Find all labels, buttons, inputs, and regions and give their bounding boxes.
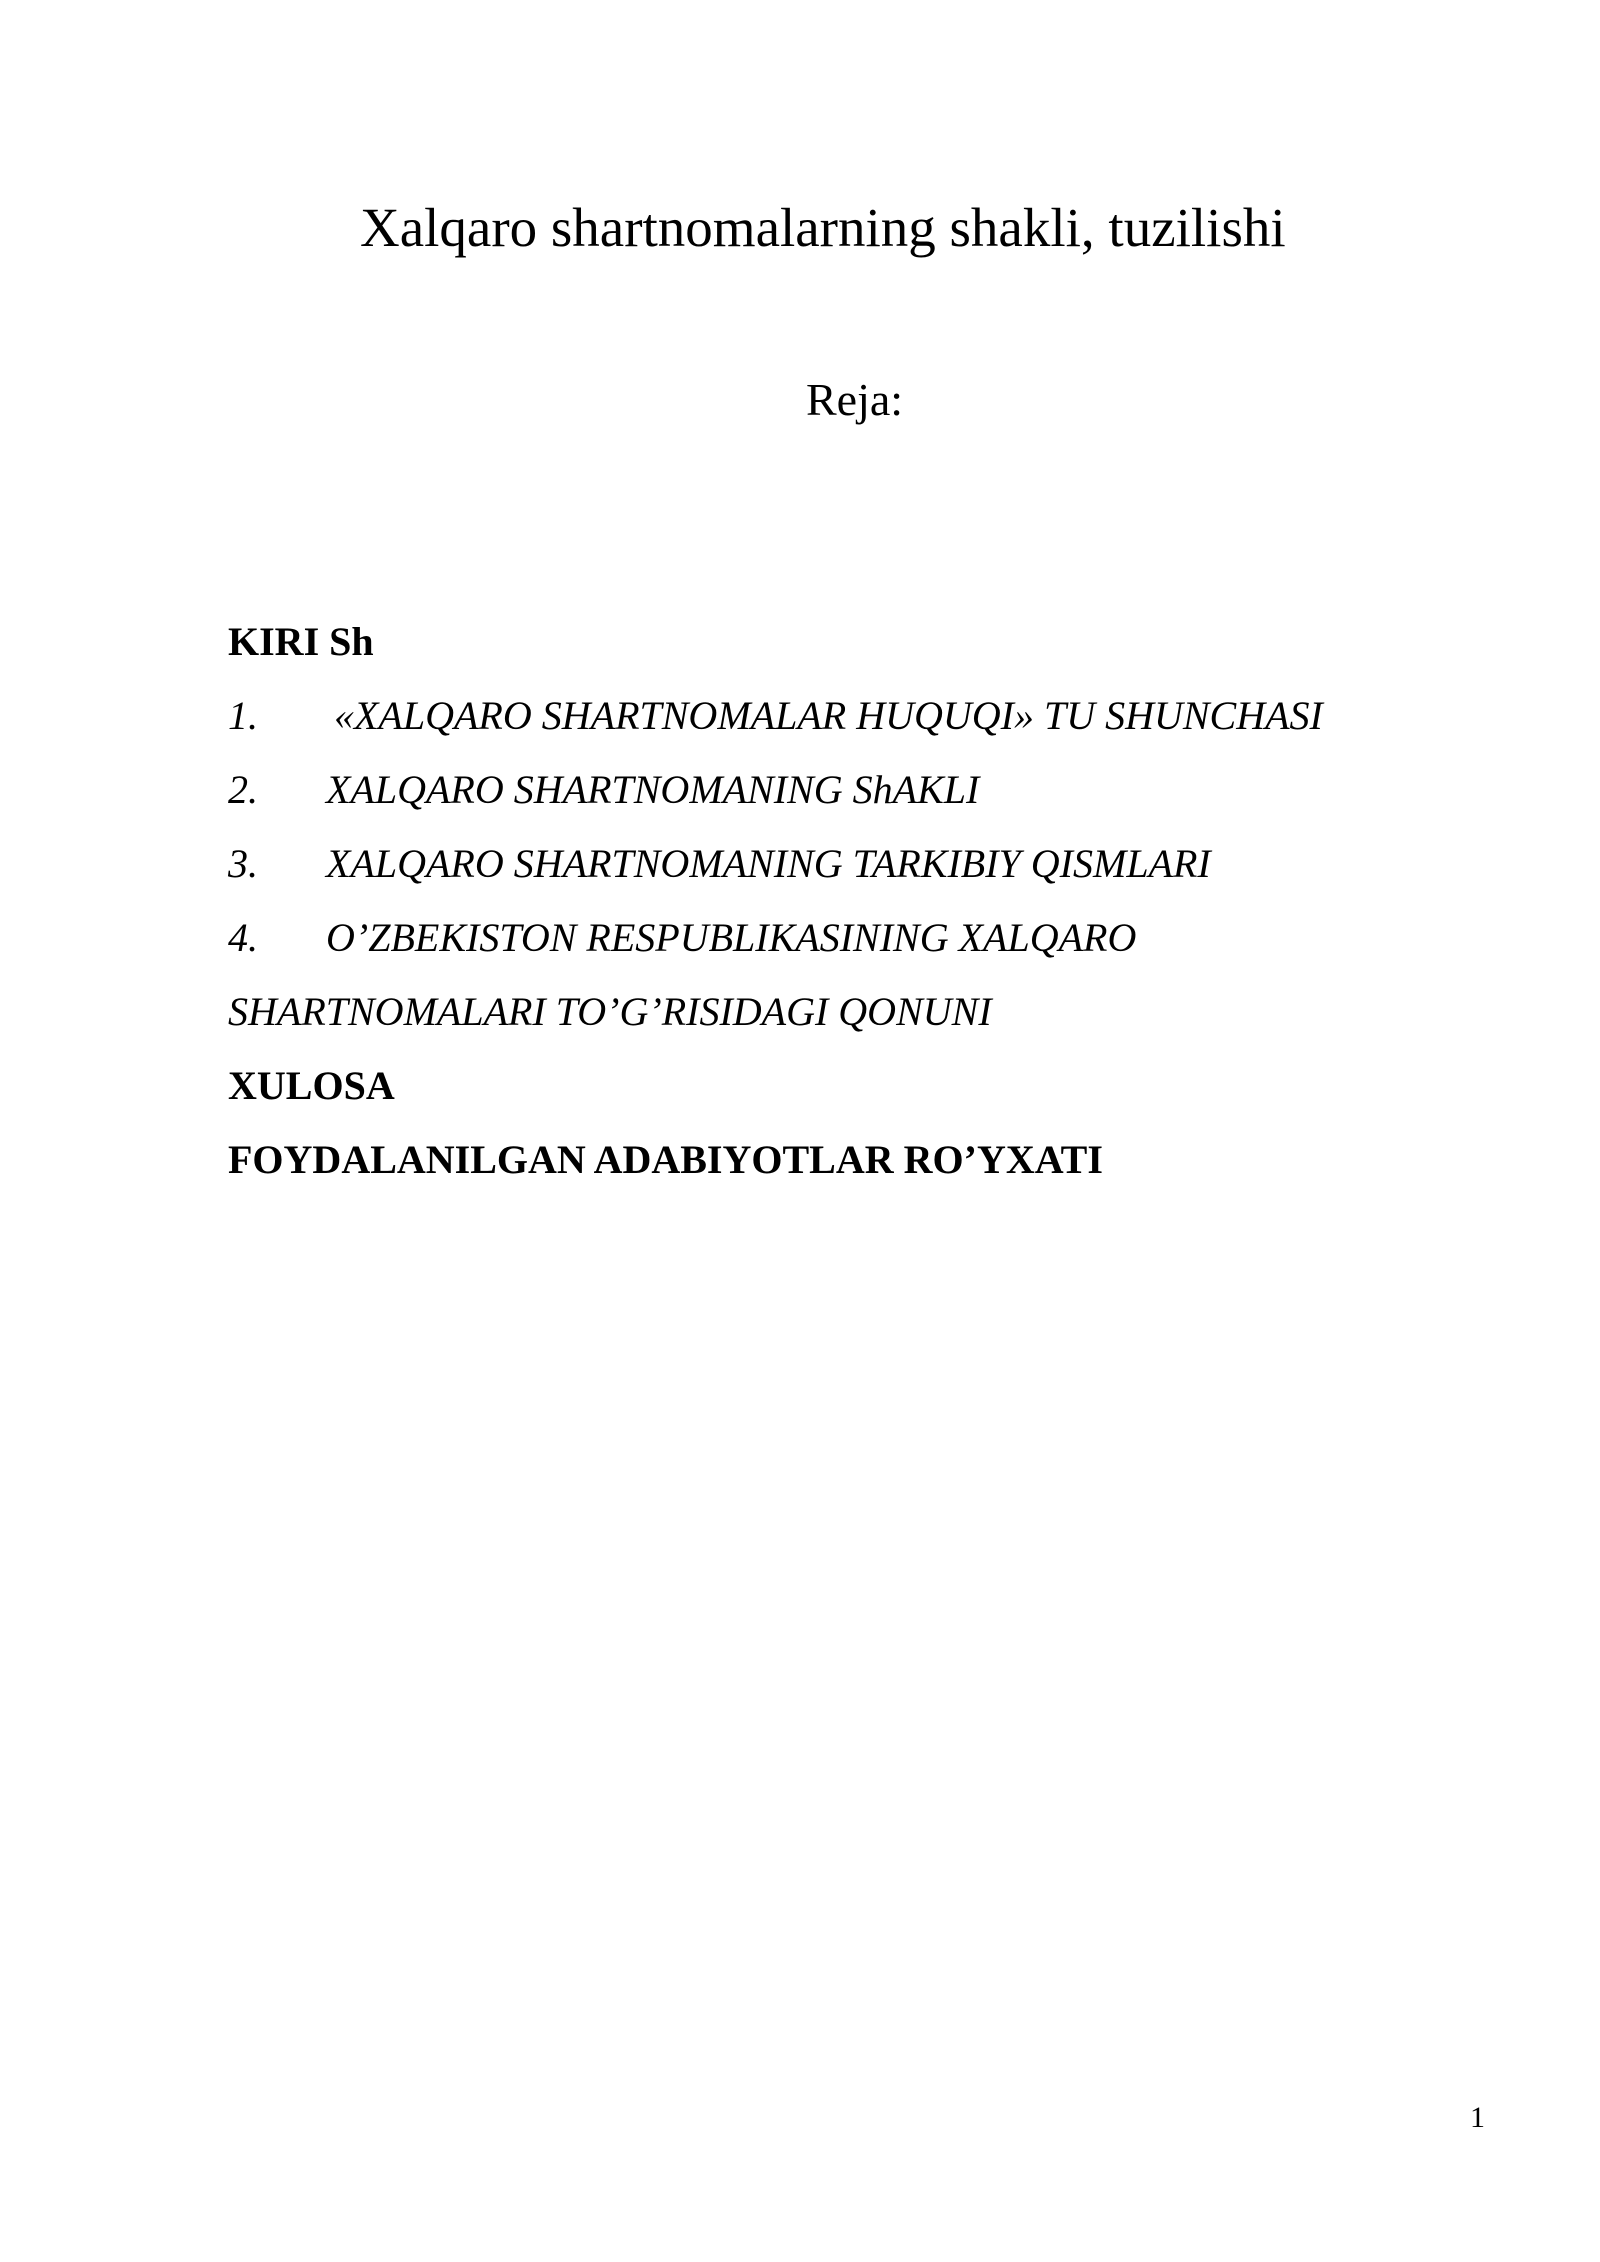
toc-item-number: 1. [228,693,258,738]
toc-item-4 [228,908,1428,982]
toc-item-text: XALQARO SHARTNOMANING ShAKLI [326,767,980,812]
toc-item-1 [228,686,1428,760]
toc-item-3 [228,834,1428,908]
toc-conclusion: XULOSA [228,1063,395,1108]
toc-item-text: XALQARO SHARTNOMANING TARKIBIY QISMLARI [326,841,1211,886]
plan-heading: Reja: [806,374,904,425]
toc-item-4-continuation: SHARTNOMALARI TO’G’RISIDAGI QONUNI [228,989,992,1034]
toc-item-text: «XALQARO SHARTNOMALAR HUQUQI» TU SHUNCHASI [334,693,1323,738]
toc-item-number: 4. [228,915,258,960]
toc-item-number: 3. [228,841,258,886]
toc-references: FOYDALANILGAN ADABIYOTLAR RO’YXATI [228,1137,1103,1182]
toc-item-2 [228,760,1428,834]
toc-item-text: O’ZBEKISTON RESPUBLIKASINING XALQARO [326,915,1137,960]
document-title: Xalqaro shartnomalarning shakli, tuzilishi [360,197,1286,258]
table-of-contents [228,612,1428,1204]
page-number: 1 [1470,2101,1485,2134]
toc-intro: KIRI Sh [228,619,374,664]
toc-item-number: 2. [228,767,258,812]
